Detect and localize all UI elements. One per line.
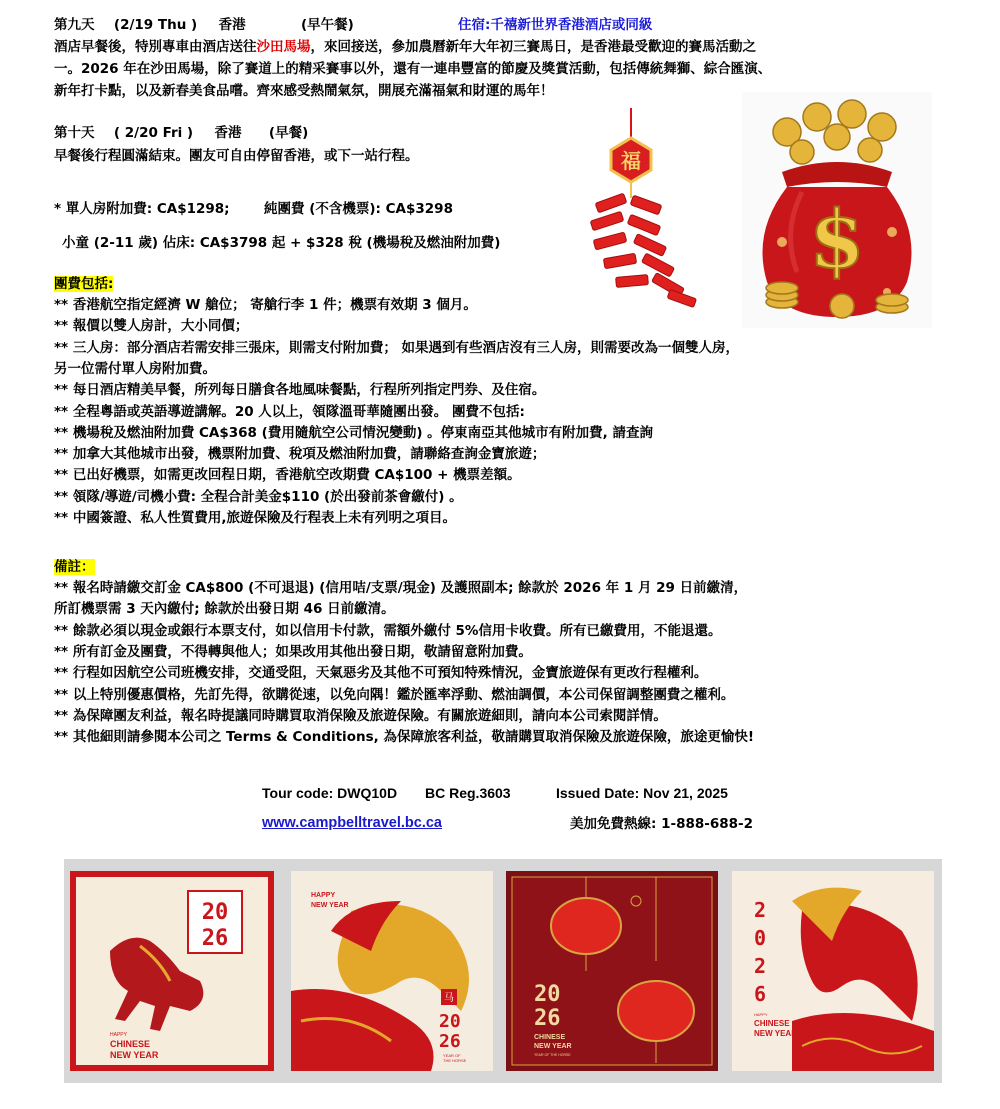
tour-only-price: 純團費 (不含機票): CA$3298 (264, 201, 453, 217)
list-item: ** 全程粵語或英語導遊講解。20 人以上，領隊溫哥華隨團出發。 團費不包括: (54, 403, 525, 420)
new-year-image-strip (64, 859, 942, 1083)
bc-reg: BC Reg.3603 (425, 785, 511, 801)
svg-text:20: 20 (439, 1011, 461, 1032)
single-supplement: * 單人房附加費: CA$1298; (54, 201, 230, 217)
card1-year-top: 20 (201, 900, 229, 925)
svg-text:6: 6 (754, 982, 767, 1006)
day9-hotel: 住宿:千禧新世界香港酒店或同級 (458, 17, 653, 33)
horse-card-icon (732, 871, 934, 1071)
list-item: ** 其他細則請參閱本公司之 Terms & Conditions, 為保障旅客利益，敬請購買取消保險及旅遊保險，旅途更愉快! (54, 729, 755, 746)
day9-desc-line2: 一。2026 年在沙田馬場，除了賽道上的精采賽事以外，還有一連串豐富的節慶及獎賞活動，包括傳統舞獅、綜合匯演、 (54, 61, 772, 77)
day9-city: 香港 (218, 17, 246, 33)
money-bag-decoration (742, 92, 932, 328)
day9-header (54, 16, 354, 34)
list-item: ** 加拿大其他城市出發，機票附加費、稅項及燃油附加費，請聯絡查詢金寶旅遊； (54, 446, 546, 463)
list-item: ** 所有訂金及團費，不得轉與他人；如果改用其他出發日期，敬請留意附加費。 (54, 643, 532, 660)
svg-text:2: 2 (754, 954, 767, 978)
svg-text:马: 马 (444, 993, 454, 1004)
svg-text:NEW YEAR: NEW YEAR (754, 1029, 797, 1038)
list-item: ** 機場稅及燃油附加費 CA$368 (費用隨航空公司情況變動) 。停東南亞其他城市有附加費, 請查詢 (54, 424, 654, 441)
list-item: ** 三人房：部分酒店若需安排三張床，則需支付附加費； 如果遇到有些酒店沒有三人房，則需要改為一個雙人房， (54, 339, 740, 356)
horse-card-icon (291, 871, 493, 1071)
svg-text:26: 26 (534, 1006, 561, 1031)
list-item: ** 中國簽證、私人性質費用,旅遊保險及行程表上未有列明之項目。 (54, 510, 456, 526)
svg-text:NEW YEAR: NEW YEAR (110, 1050, 159, 1060)
issued-date: Issued Date: Nov 21, 2025 (556, 785, 728, 801)
firecracker-icon (576, 108, 706, 308)
svg-text:YEAR OF: YEAR OF (443, 1053, 461, 1058)
list-item: ** 為保障團友利益，報名時提議同時購買取消保險及旅遊保險。有關旅遊細則，請向本公司索閱詳情。 (54, 707, 667, 724)
list-item: ** 以上特別優惠價格，先訂先得，欲購從速，以免向隅！鑑於匯率浮動、燃油調價，本公司保留調整團費之權利。 (54, 686, 735, 703)
list-item: ** 報價以雙人房計，大小同價； (54, 318, 249, 335)
list-item: 另一位需付單人房附加費。 (54, 360, 216, 377)
card-lanterns (506, 871, 718, 1071)
includes-title: 團費包括: (54, 276, 114, 292)
svg-text:HAPPY: HAPPY (110, 1032, 127, 1038)
svg-text:YEAR OF THE HORSE: YEAR OF THE HORSE (534, 1053, 571, 1057)
list-item: ** 已出好機票，如需更改回程日期，香港航空改期費 CA$100 + 機票差額。 (54, 467, 521, 484)
day10-day-label: 第十天 (54, 125, 95, 141)
day10-header (54, 124, 308, 142)
dollar-symbol: $ (809, 192, 865, 286)
toll-free-hotline: 美加免費熱線: 1-888-688-2 (570, 816, 754, 832)
list-item: ** 每日酒店精美早餐，所列每日膳食各地風味餐點，行程所列指定門券、及住宿。 (54, 382, 546, 399)
card1-year-bottom: 26 (201, 926, 229, 951)
day9-day-label: 第九天 (54, 17, 95, 33)
racecourse-highlight: 沙田馬場 (256, 39, 311, 55)
svg-text:HAPPY: HAPPY (754, 1012, 768, 1017)
day9-meal: (早午餐) (301, 17, 354, 33)
notes-title: 備註： (54, 559, 95, 575)
list-item: ** 餘款必須以現金或銀行本票支付，如以信用卡付款，需額外繳付 5%信用卡收費。所有已繳費用，不能退還。 (54, 622, 722, 639)
money-bag-icon (742, 92, 932, 328)
website-link[interactable]: www.campbelltravel.bc.ca (262, 815, 442, 831)
list-item: ** 行程如因航空公司班機安排，交通受阻，天氣惡劣及其他不可預知特殊情況，金寶旅遊保有更改行程權利。 (54, 665, 708, 682)
card-horse-cream (70, 871, 274, 1071)
tour-code: Tour code: DWQ10D (262, 785, 398, 801)
svg-text:NEW YEAR: NEW YEAR (311, 902, 349, 909)
lantern-card-icon (506, 871, 718, 1071)
day10-date: ( 2/20 Fri ) (113, 125, 194, 141)
horse-card-icon (70, 871, 274, 1071)
list-item: ** 領隊/導遊/司機小費: 全程合計美金$110 (於出發前茶會繳付) 。 (54, 488, 463, 505)
fu-character: 福 (621, 149, 641, 173)
svg-text:NEW YEAR: NEW YEAR (534, 1043, 572, 1050)
card-horse-gold (291, 871, 493, 1071)
day9-desc-line1: 酒店早餐後，特別專車由酒店送往沙田馬場，來回接送，參加農曆新年大年初三賽馬日，是香港最受歡迎的賽馬活動之 (54, 39, 756, 55)
firecracker-decoration (576, 108, 706, 308)
day10-city: 香港 (214, 125, 242, 141)
day10-desc: 早餐後行程圓滿結束。團友可自由停留香港，或下一站行程。 (54, 148, 419, 164)
svg-text:26: 26 (439, 1031, 461, 1052)
day9-date: (2/19 Thu ) (113, 17, 198, 33)
list-item: ** 報名時請繳交訂金 CA$800 (不可退退) (信用咭/支票/現金) 及護照副本; 餘款於 2026 年 1 月 29 日前繳清， (54, 580, 748, 596)
svg-text:0: 0 (754, 926, 767, 950)
day9-desc-line3: 新年打卡點，以及新春美食品嚐。齊來感受熱鬧氣氛，開展充滿福氣和財運的馬年！ (54, 83, 554, 99)
list-item: 所訂機票需 3 天內繳付; 餘款於出發日期 46 日前繳清。 (54, 601, 395, 618)
svg-text:THE HORSE: THE HORSE (443, 1058, 467, 1063)
day10-meal: (早餐) (268, 125, 309, 141)
card-horse-red (732, 871, 934, 1071)
svg-text:HAPPY: HAPPY (311, 892, 336, 899)
svg-text:2: 2 (754, 898, 767, 922)
list-item: ** 香港航空指定經濟 W 艙位； 寄艙行李 1 件；機票有效期 3 個月。 (54, 297, 477, 313)
svg-text:CHINESE: CHINESE (754, 1019, 790, 1028)
svg-text:20: 20 (534, 982, 561, 1007)
svg-text:CHINESE: CHINESE (534, 1034, 566, 1041)
svg-text:CHINESE: CHINESE (110, 1039, 151, 1049)
child-price: 小童 (2-11 歲) 佔床: CA$3798 起 + $328 稅 (機場稅及燃油附加費) (62, 235, 501, 251)
